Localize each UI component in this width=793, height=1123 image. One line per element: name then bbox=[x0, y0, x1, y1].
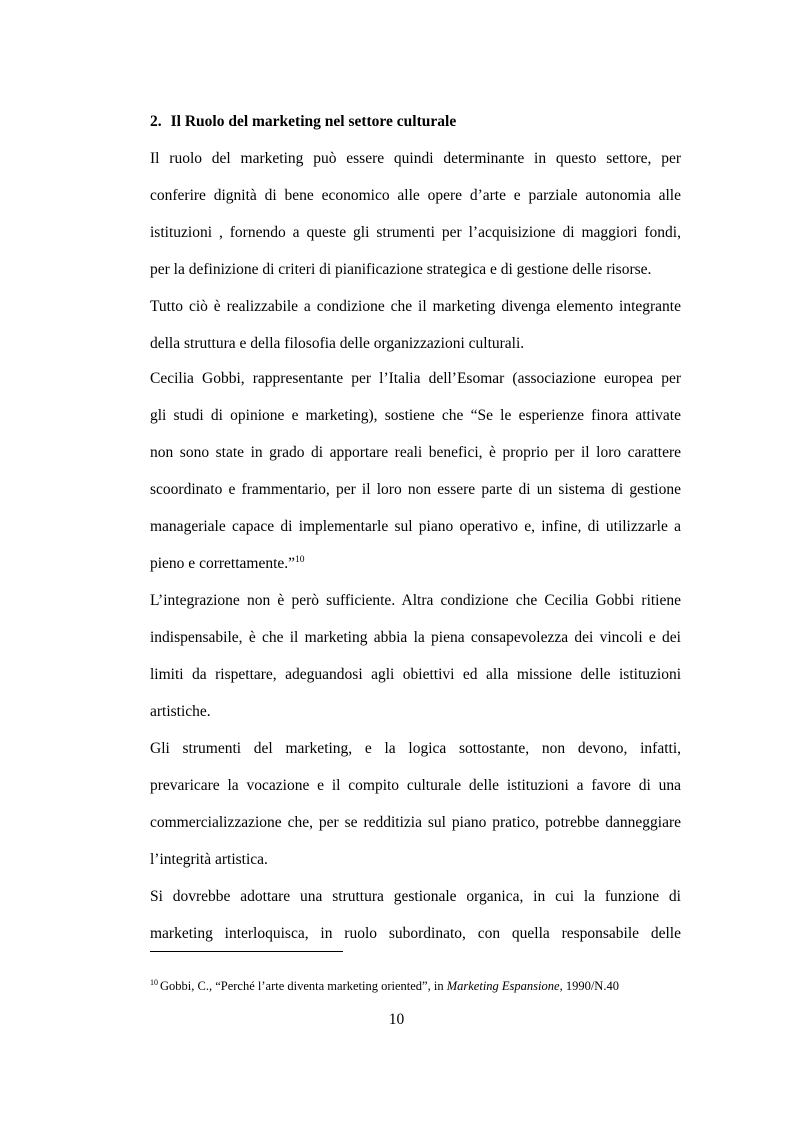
body-line: non sono state in grado di apportare reali benefici, è proprio per il loro carattere bbox=[150, 444, 681, 461]
page-number: 10 bbox=[388, 1011, 405, 1028]
footnote bbox=[150, 978, 619, 994]
body-line: marketing interloquisca, in ruolo subordinato, con quella responsabile delle bbox=[150, 925, 681, 942]
body-line: limiti da rispettare, adeguandosi agli obiettivi ed alla missione delle istituzioni bbox=[150, 666, 681, 683]
section-number: 2. bbox=[150, 113, 162, 130]
body-line: artistiche. bbox=[150, 703, 211, 720]
section-heading bbox=[150, 112, 456, 132]
body-line: gli studi di opinione e marketing), sostiene che “Se le esperienze finora attivate bbox=[150, 407, 681, 424]
section-title: Il Ruolo del marketing nel settore culturale bbox=[170, 113, 457, 130]
body-line: Il ruolo del marketing può essere quindi determinante in questo settore, per bbox=[150, 150, 681, 167]
footnote-text-before: Gobbi, C., “Perché l’arte diventa marketing oriented”, in bbox=[160, 979, 447, 993]
body-line: per la definizione di criteri di pianificazione strategica e di gestione delle risorse. bbox=[150, 261, 652, 278]
body-line: commercializzazione che, per se redditizia sul piano pratico, potrebbe danneggiare bbox=[150, 814, 681, 831]
footnote-number: 10 bbox=[150, 978, 158, 987]
footnote-divider bbox=[150, 951, 343, 952]
quote-end-text: pieno e correttamente.” bbox=[150, 555, 296, 572]
footnote-reference: 10 bbox=[295, 555, 305, 565]
footnote-journal-title: Marketing Espansione bbox=[446, 979, 560, 993]
body-line: L’integrazione non è però sufficiente. Altra condizione che Cecilia Gobbi ritiene bbox=[150, 592, 681, 609]
body-line: Gli strumenti del marketing, e la logica sottostante, non devono, infatti, bbox=[150, 740, 681, 757]
body-line: istituzioni , fornendo a queste gli strumenti per l’acquisizione di maggiori fondi, bbox=[150, 224, 681, 241]
body-line: prevaricare la vocazione e il compito culturale delle istituzioni a favore di una bbox=[150, 777, 681, 794]
body-line: indispensabile, è che il marketing abbia la piena consapevolezza dei vincoli e dei bbox=[150, 629, 681, 646]
body-line: Tutto ciò è realizzabile a condizione che il marketing divenga elemento integrante bbox=[150, 298, 681, 315]
body-line: Cecilia Gobbi, rappresentante per l’Italia dell’Esomar (associazione europea per bbox=[150, 370, 681, 387]
footnote-text-after: , 1990/N.40 bbox=[559, 979, 619, 993]
body-line: Si dovrebbe adottare una struttura gestionale organica, in cui la funzione di bbox=[150, 888, 681, 905]
body-line: l’integrità artistica. bbox=[150, 851, 268, 868]
body-line: conferire dignità di bene economico alle opere d’arte e parziale autonomia alle bbox=[150, 187, 681, 204]
body-line: della struttura e della filosofia delle organizzazioni culturali. bbox=[150, 335, 525, 352]
body-line: manageriale capace di implementarle sul piano operativo e, infine, di utilizzarle a bbox=[150, 518, 681, 535]
body-line: scoordinato e frammentario, per il loro non essere parte di un sistema di gestione bbox=[150, 481, 681, 498]
body-line bbox=[150, 554, 681, 574]
